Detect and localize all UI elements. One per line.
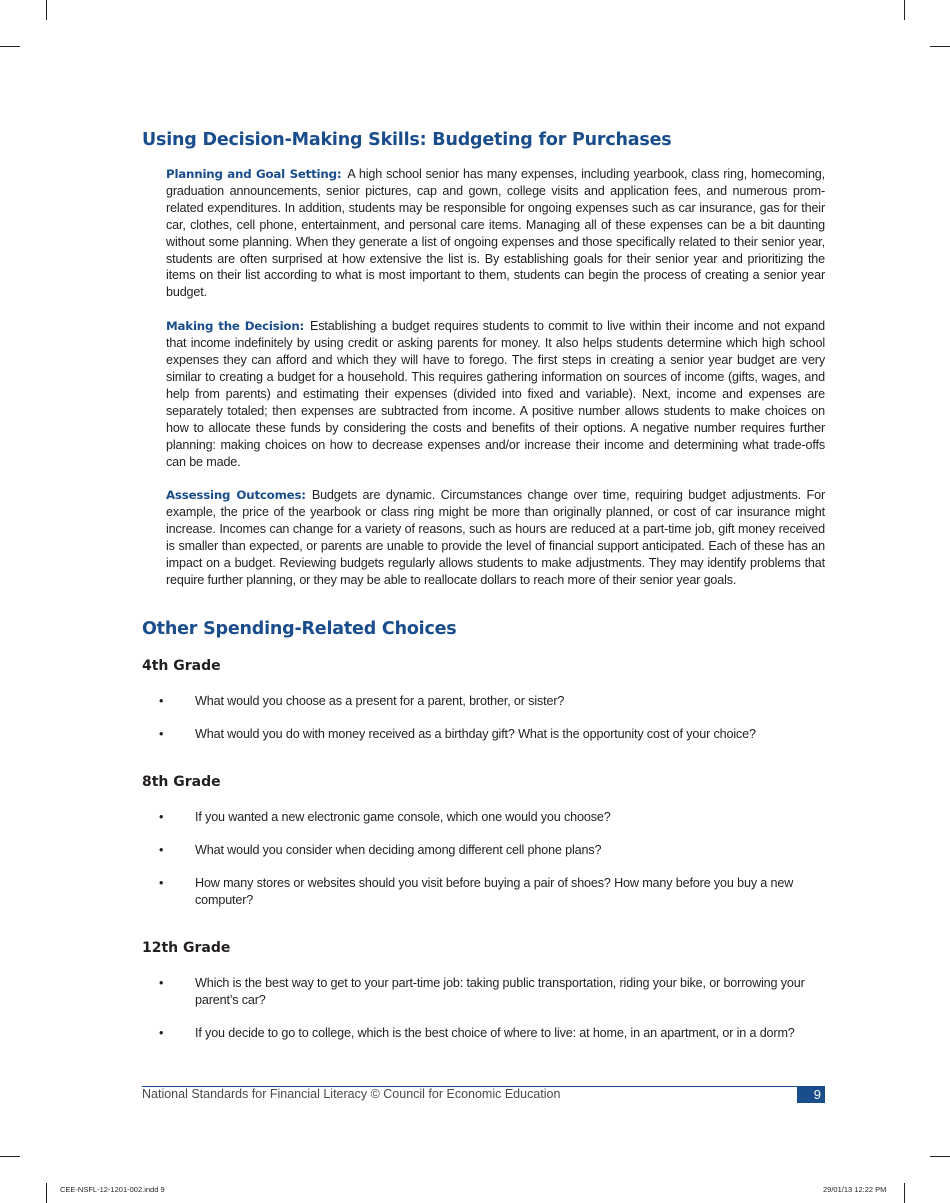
- question-list: [142, 693, 825, 743]
- list-item: [142, 975, 825, 1009]
- paragraph-lead: Making the Decision:: [166, 319, 305, 334]
- crop-mark: [0, 46, 20, 47]
- crop-mark: [930, 46, 950, 47]
- question-text: What would you choose as a present for a parent, brother, or sister?: [195, 693, 565, 708]
- question-text: If you decide to go to college, which is the best choice of where to live: at home, in an apartment, or in a dorm?: [195, 1025, 795, 1040]
- section-title-budgeting: Using Decision-Making Skills: Budgeting for Purchases: [142, 130, 672, 150]
- paragraph-body: Establishing a budget requires students to commit to live within their income and not expand that income indefinitely by using credit or asking parents for money. It also helps students determine which high school expenses they can afford and which they will have to forego. The first steps in creating a senior year budget are very similar to creating a budget for a household. This requires gathering information on sources of income (gifts, wages, and help from parents) and estimating their expenses (divided into fixed and variable). Next, income and expenses are separately totaled; then expenses are subtracted from income. A positive number allows students to make choices on how to allocate these funds by considering the costs and benefits of their options. A negative number requires further planning: making choices on how to decrease expenses and/or increase their income and determining what trade-offs can be made.: [166, 319, 825, 469]
- question-list: [142, 975, 825, 1042]
- bullet: •: [159, 842, 164, 857]
- crop-mark: [46, 0, 47, 20]
- slug-filename: CEE-NSFL-12-1201-002.indd 9: [60, 1185, 165, 1194]
- page-content: [142, 128, 825, 1042]
- bullet: •: [159, 693, 164, 708]
- grade-heading: 4th Grade: [142, 657, 221, 674]
- paragraph-lead: Planning and Goal Setting:: [166, 167, 342, 181]
- bullet: •: [159, 1025, 164, 1040]
- bullet: •: [159, 809, 164, 824]
- list-item: [142, 809, 825, 826]
- bullet: •: [159, 726, 164, 741]
- section-title-spending-choices: Other Spending-Related Choices: [142, 618, 457, 639]
- crop-mark: [930, 1156, 950, 1157]
- question-text: What would you consider when deciding among different cell phone plans?: [195, 842, 602, 857]
- crop-mark: [46, 1183, 47, 1203]
- question-list: [142, 809, 825, 909]
- paragraph-outcomes: [166, 487, 825, 588]
- slug-timestamp: 29/01/13 12:22 PM: [823, 1185, 887, 1194]
- grade-heading: 12th Grade: [142, 939, 231, 956]
- crop-mark: [904, 1183, 905, 1203]
- paragraph-body: A high school senior has many expenses, including yearbook, class ring, homecoming, graduation announcements, senior pictures, cap and gown, college visits and application fees, and numerous prom-related expenditures. In addition, students may be responsible for ongoing expenses such as car insurance, gas for their car, clothes, cell phone, entertainment, and personal care items. Managing all of these expenses can be a bit daunting without some planning. When they generate a list of ongoing expenses and those specifically related to their senior year, students are often surprised at how extensive the list is. By establishing goals for their senior year and prioritizing the items on their list according to what is most important to them, students can begin the process of creating a senior year budget.: [166, 167, 825, 300]
- paragraph-lead: Assessing Outcomes:: [166, 488, 306, 503]
- paragraph-planning: [166, 166, 825, 301]
- crop-mark: [0, 1156, 20, 1157]
- list-item: [142, 875, 825, 909]
- list-item: [142, 842, 825, 859]
- question-text: Which is the best way to get to your part-time job: taking public transportation, riding your bike, or borrowing your parent’s car?: [195, 975, 805, 1007]
- question-text: How many stores or websites should you visit before buying a pair of shoes? How many before you buy a new computer?: [195, 875, 794, 907]
- paragraph-decision: [166, 318, 825, 470]
- paragraph-body: Budgets are dynamic. Circumstances change over time, requiring budget adjustments. For example, the price of the yearbook or class ring might be more than originally planned, or cost of car insurance might increase. Incomes can change for a variety of reasons, such as hours are reduced at a part-time job, gift money received is smaller than expected, or parents are unable to provide the level of financial support anticipated. Each of these has an impact on a budget. Reviewing budgets regularly allows students to make adjustments. They may identify problems that require further planning, or they may be able to reallocate dollars to reach more of their senior year goals.: [166, 488, 825, 587]
- bullet: •: [159, 975, 164, 990]
- list-item: [142, 693, 825, 710]
- crop-mark: [904, 0, 905, 20]
- list-item: [142, 1025, 825, 1042]
- question-text: What would you do with money received as a birthday gift? What is the opportunity cost of your choice?: [195, 726, 756, 741]
- footer-text: National Standards for Financial Literacy © Council for Economic Education: [142, 1087, 561, 1101]
- bullet: •: [159, 875, 164, 890]
- question-text: If you wanted a new electronic game console, which one would you choose?: [195, 809, 611, 824]
- grade-heading: 8th Grade: [142, 773, 221, 790]
- list-item: [142, 726, 825, 743]
- page-number: 9: [797, 1087, 825, 1103]
